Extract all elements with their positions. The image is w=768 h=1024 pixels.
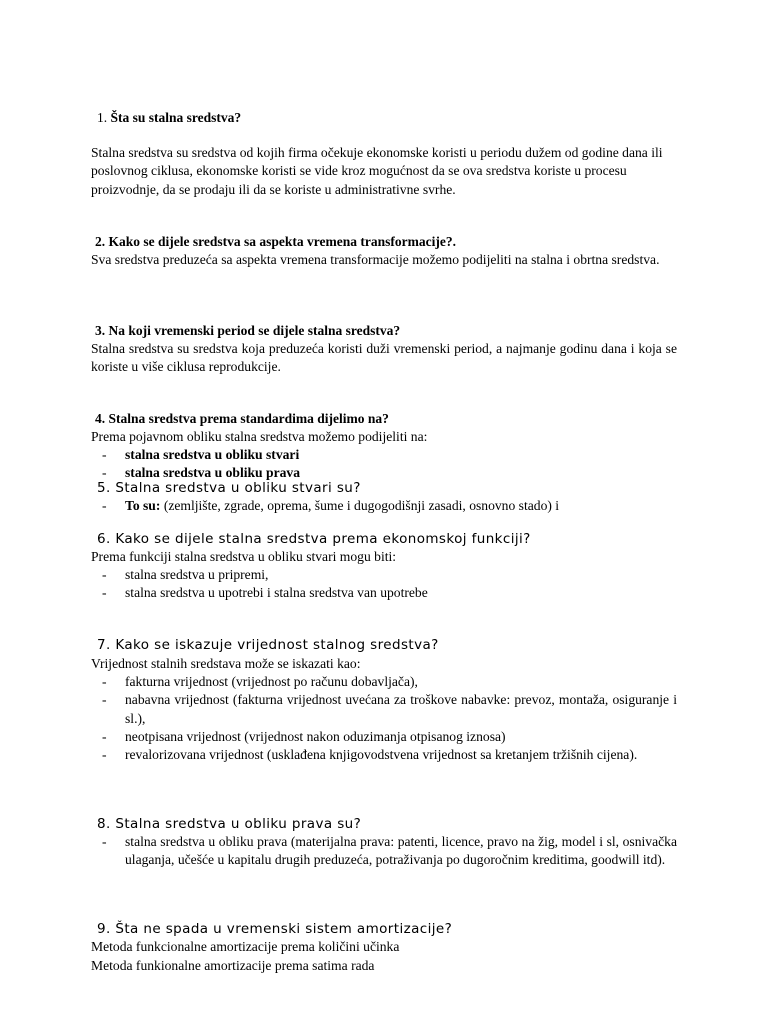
list-item: - stalna sredstva u obliku stvari (91, 446, 677, 464)
list-item: - fakturna vrijednost (vrijednost po računu dobavljača), (91, 673, 677, 691)
dash-marker: - (102, 747, 107, 763)
question-9-title: 9. Šta ne spada u vremenski sistem amortizacije? (97, 921, 453, 937)
answer-7-intro: Vrijednost stalnih sredstava može se iskazati kao: (91, 656, 361, 671)
list-item: - revalorizovana vrijednost (usklađena knjigovodstvena vrijednost sa kretanjem tržišnih cijena). (91, 746, 677, 764)
answer-3-text: Stalna sredstva su sredstva koja preduzeća koristi duži vremenski period, a najmanje godinu dana i koja se koriste u više ciklusa reprodukcije. (91, 341, 677, 375)
list-item (91, 497, 677, 515)
answer-4-intro: Prema pojavnom obliku stalna sredstva možemo podijeliti na: (91, 429, 428, 444)
question-2-title: 2. Kako se dijele sredstva sa aspekta vremena transformacije?. (95, 234, 456, 249)
question-6-title: 6. Kako se dijele stalna sredstva prema ekonomskoj funkciji? (97, 531, 531, 547)
question-5-title: 5. Stalna sredstva u obliku stvari su? (97, 480, 361, 496)
list-item: - stalna sredstva u upotrebi i stalna sredstva van upotrebe (91, 584, 677, 602)
question-7-title: 7. Kako se iskazuje vrijednost stalnog sredstva? (97, 637, 439, 653)
answer-2-text: Sva sredstva preduzeća sa aspekta vremena transformacije možemo podijeliti na stalna i obrtna sredstva. (91, 252, 660, 267)
dash-marker: - (102, 498, 107, 513)
list-item: - stalna sredstva u pripremi, (91, 566, 677, 584)
dash-marker: - (102, 674, 107, 689)
question-1-heading (97, 109, 683, 127)
answer-6-intro: Prema funkciji stalna sredstva u obliku stvari mogu biti: (91, 549, 397, 564)
dash-marker: - (102, 567, 107, 582)
list-item: - nabavna vrijednost (fakturna vrijednost uvećana za troškove nabavke: prevoz, montaža, osiguranje i sl.), (102, 692, 677, 726)
question-3-title: 3. Na koji vremenski period se dijele stalna sredstva? (95, 323, 401, 338)
answer-7-list (91, 673, 677, 764)
dash-marker: - (102, 728, 107, 744)
answer-8-list (91, 833, 677, 870)
question-1-number: 1. (97, 110, 108, 125)
answer-5-lead: To su: (125, 498, 161, 513)
answer-9-line-1: Metoda funkcionalne amortizacije prema količini učinka (91, 939, 400, 954)
answer-5-text: (zemljište, zgrade, oprema, šume i dugogodišnji zasadi, osnovno stado) i (163, 498, 560, 513)
answer-1-text: Stalna sredstva su sredstva od kojih firma očekuje ekonomske koristi u periodu dužem od godine dana ili poslovnog ciklusa, ekonomske koristi se vide kroz mogućnost da se ova sredstva koriste u procesu proizvodnje, da se prodaju ili da se koriste u administrativne svrhe. (91, 145, 663, 197)
dash-marker: - (102, 447, 107, 462)
list-item: - neotpisana vrijednost (vrijednost nakon oduzimanja otpisanog iznosa) (91, 728, 677, 746)
question-4-title: 4. Stalna sredstva prema standardima dijelimo na? (95, 411, 389, 426)
answer-5-list (91, 497, 677, 515)
dash-marker: - (102, 692, 107, 708)
answer-4-list (91, 446, 677, 483)
answer-6-list (91, 566, 677, 603)
question-1-title: Šta su stalna sredstva? (110, 110, 242, 125)
question-8-title: 8. Stalna sredstva u obliku prava su? (97, 816, 362, 832)
answer-9-line-2: Metoda funkionalne amortizacije prema satima rada (91, 958, 375, 973)
list-item: - stalna sredstva u obliku prava (91, 464, 677, 482)
dash-marker: - (102, 465, 107, 481)
list-item: - stalna sredstva u obliku prava (materijalna prava: patenti, licence, pravo na žig, model i sl, osnivačka ulaganja, učešće u kapitalu drugih preduzeća, potraživanja po dugoročnim kreditima, goodwill itd). (102, 834, 677, 868)
dash-marker: - (102, 834, 107, 849)
dash-marker: - (102, 585, 107, 601)
